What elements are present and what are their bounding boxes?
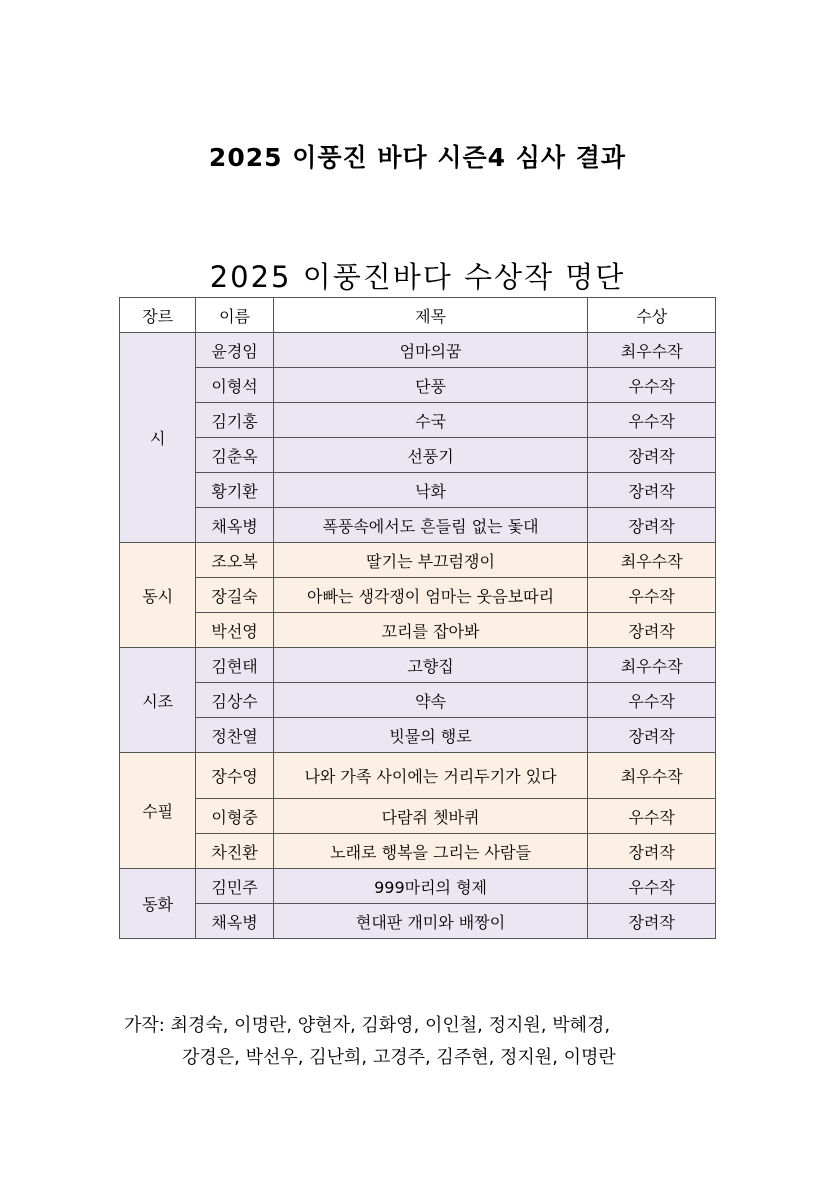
award-cell: 우수작 bbox=[588, 403, 716, 438]
award-cell: 장려작 bbox=[588, 613, 716, 648]
table-row bbox=[120, 543, 716, 578]
title-cell: 낙화 bbox=[273, 473, 588, 508]
award-cell: 장려작 bbox=[588, 904, 716, 939]
header-genre: 장르 bbox=[120, 298, 196, 333]
award-cell: 우수작 bbox=[588, 683, 716, 718]
honorable-mentions-line-1 bbox=[124, 1010, 616, 1042]
name-cell: 장길숙 bbox=[196, 578, 273, 613]
title-cell: 선풍기 bbox=[273, 438, 588, 473]
header-row bbox=[120, 298, 716, 333]
name-cell: 정찬열 bbox=[196, 718, 273, 753]
table-row bbox=[120, 799, 716, 834]
header-award: 수상 bbox=[588, 298, 716, 333]
name-cell: 김기홍 bbox=[196, 403, 273, 438]
genre-cell: 동화 bbox=[120, 869, 196, 939]
name-cell: 김민주 bbox=[196, 869, 273, 904]
genre-cell: 시 bbox=[120, 333, 196, 543]
honorable-mentions bbox=[124, 1010, 616, 1074]
name-cell: 윤경임 bbox=[196, 333, 273, 368]
award-cell: 우수작 bbox=[588, 869, 716, 904]
name-cell: 차진환 bbox=[196, 834, 273, 869]
table-row bbox=[120, 834, 716, 869]
table-row bbox=[120, 578, 716, 613]
name-cell: 조오복 bbox=[196, 543, 273, 578]
award-cell: 장려작 bbox=[588, 718, 716, 753]
award-cell: 최우수작 bbox=[588, 333, 716, 368]
awards-table bbox=[119, 297, 716, 939]
title-cell: 수국 bbox=[273, 403, 588, 438]
title-cell: 엄마의꿈 bbox=[273, 333, 588, 368]
table-header bbox=[120, 298, 716, 333]
table-row bbox=[120, 718, 716, 753]
name-cell: 박선영 bbox=[196, 613, 273, 648]
award-cell: 장려작 bbox=[588, 473, 716, 508]
genre-cell: 시조 bbox=[120, 648, 196, 753]
award-cell: 장려작 bbox=[588, 438, 716, 473]
title-cell: 나와 가족 사이에는 거리두기가 있다 bbox=[273, 753, 588, 799]
award-cell: 우수작 bbox=[588, 578, 716, 613]
table-row bbox=[120, 403, 716, 438]
award-cell: 최우수작 bbox=[588, 648, 716, 683]
title-cell: 빗물의 행로 bbox=[273, 718, 588, 753]
name-cell: 채옥병 bbox=[196, 508, 273, 543]
genre-cell: 동시 bbox=[120, 543, 196, 648]
title-cell: 단풍 bbox=[273, 368, 588, 403]
table-row bbox=[120, 333, 716, 368]
title-cell: 999마리의 형제 bbox=[273, 869, 588, 904]
title-cell: 고향집 bbox=[273, 648, 588, 683]
award-cell: 최우수작 bbox=[588, 753, 716, 799]
name-cell: 김현태 bbox=[196, 648, 273, 683]
title-cell: 아빠는 생각쟁이 엄마는 웃음보따리 bbox=[273, 578, 588, 613]
honorable-mentions-names-2: 강경은, 박선우, 김난희, 고경주, 김주현, 정지원, 이명란 bbox=[182, 1047, 616, 1068]
table-row bbox=[120, 904, 716, 939]
title-cell: 폭풍속에서도 흔들림 없는 돛대 bbox=[273, 508, 588, 543]
honorable-mentions-names-1: 최경숙, 이명란, 양현자, 김화영, 이인철, 정지원, 박혜경, bbox=[170, 1015, 611, 1036]
table-body bbox=[120, 333, 716, 939]
name-cell: 채옥병 bbox=[196, 904, 273, 939]
header-name: 이름 bbox=[196, 298, 273, 333]
name-cell: 이형석 bbox=[196, 368, 273, 403]
title-cell: 약속 bbox=[273, 683, 588, 718]
table-row bbox=[120, 869, 716, 904]
name-cell: 황기환 bbox=[196, 473, 273, 508]
table-title: 2025 이풍진바다 수상작 명단 bbox=[209, 260, 626, 294]
award-cell: 최우수작 bbox=[588, 543, 716, 578]
header-title: 제목 bbox=[273, 298, 588, 333]
name-cell: 김춘옥 bbox=[196, 438, 273, 473]
title-cell: 꼬리를 잡아봐 bbox=[273, 613, 588, 648]
table-row bbox=[120, 368, 716, 403]
title-cell: 노래로 행복을 그리는 사람들 bbox=[273, 834, 588, 869]
award-cell: 장려작 bbox=[588, 508, 716, 543]
table-row bbox=[120, 753, 716, 799]
genre-cell: 수필 bbox=[120, 753, 196, 869]
award-cell: 우수작 bbox=[588, 368, 716, 403]
title-cell: 현대판 개미와 배짱이 bbox=[273, 904, 588, 939]
title-cell: 딸기는 부끄럼쟁이 bbox=[273, 543, 588, 578]
table-row bbox=[120, 508, 716, 543]
table-row bbox=[120, 683, 716, 718]
name-cell: 김상수 bbox=[196, 683, 273, 718]
honorable-mentions-label: 가작: bbox=[124, 1015, 165, 1036]
table-row bbox=[120, 473, 716, 508]
award-cell: 장려작 bbox=[588, 834, 716, 869]
table-row bbox=[120, 613, 716, 648]
document-title: 2025 이풍진 바다 시즌4 심사 결과 bbox=[208, 143, 627, 172]
title-cell: 다람쥐 쳇바퀴 bbox=[273, 799, 588, 834]
name-cell: 장수영 bbox=[196, 753, 273, 799]
name-cell: 이형중 bbox=[196, 799, 273, 834]
table-row bbox=[120, 648, 716, 683]
table-row bbox=[120, 438, 716, 473]
award-cell: 우수작 bbox=[588, 799, 716, 834]
